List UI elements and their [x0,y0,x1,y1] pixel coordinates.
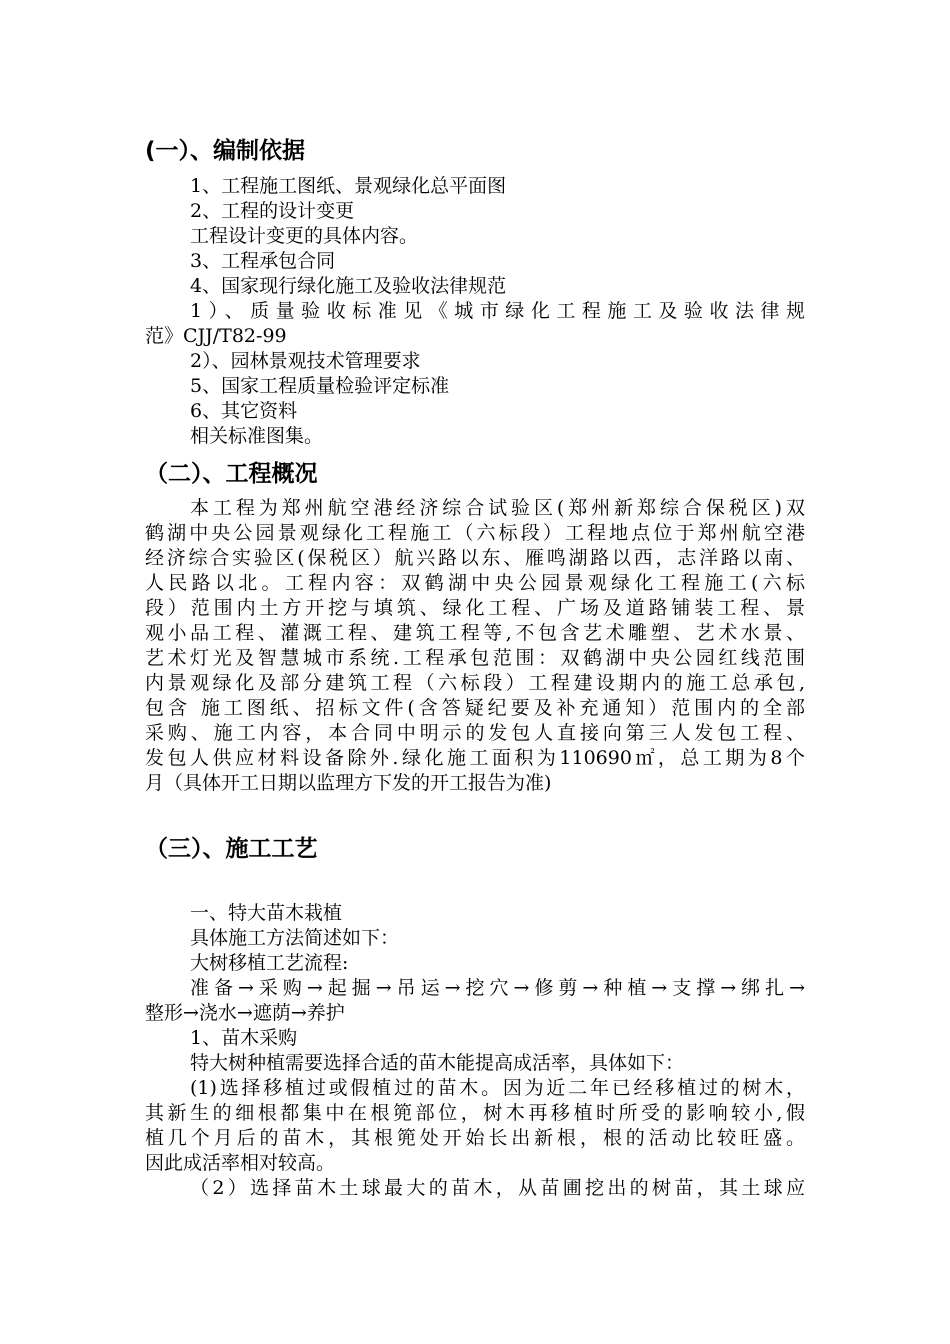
process-line: 其新生的细根都集中在根篼部位，树木再移植时所受的影响较小,假 [145,1102,805,1124]
basis-line: 6、其它资料 [190,400,298,422]
basis-line: 相关标准图集。 [190,425,324,447]
overview-line: 鹤湖中央公园景观绿化工程施工（六标段）工程地点位于郑州航空港 [145,522,805,544]
section-heading-overview: （二）、工程概况 [145,461,318,487]
overview-line: 采购、施工内容，本合同中明示的发包人直接向第三人发包工程、 [145,722,805,744]
overview-line: 人民路以北。工程内容：双鹤湖中央公园景观绿化工程施工(六标 [145,572,805,594]
basis-line: 工程设计变更的具体内容。 [190,225,419,247]
process-line: 因此成活率相对较高。 [145,1152,336,1174]
process-line: 大树移植工艺流程: [190,952,349,974]
overview-line: 包含 施工图纸、招标文件(含答疑纪要及补充通知）范围内的全部 [145,697,805,719]
basis-line: 2、工程的设计变更 [190,200,355,222]
section-heading-process: （三）、施工工艺 [145,836,318,862]
overview-line: 段）范围内土方开挖与填筑、绿化工程、广场及道路铺装工程、景 [145,597,805,619]
basis-line: 范》CJJ/T82-99 [145,325,287,347]
overview-line: 经济综合实验区(保税区）航兴路以东、雁鸣湖路以西，志洋路以南、 [145,547,805,569]
process-line: （2）选择苗木土球最大的苗木，从苗圃挖出的树苗，其土球应 [190,1177,805,1199]
section-heading-basis: (一）、编制依据 [145,138,306,164]
overview-line: 月（具体开工日期以监理方下发的开工报告为准) [145,772,552,794]
basis-line: 3、工程承包合同 [190,250,336,272]
process-flow-line: 整形→浇水→遮荫→养护 [145,1002,345,1024]
basis-line: 1、工程施工图纸、景观绿化总平面图 [190,175,507,197]
overview-line: 发包人供应材料设备除外.绿化施工面积为110690㎡，总工期为8个 [145,747,805,769]
overview-line: 观小品工程、灌溉工程、建筑工程等,不包含艺术雕塑、艺术水景、 [145,622,805,644]
basis-line: 4、国家现行绿化施工及验收法律规范 [190,275,507,297]
basis-line: 2）、园林景观技术管理要求 [190,350,421,372]
overview-line: 内景观绿化及部分建筑工程（六标段）工程建设期内的施工总承包, [145,672,805,694]
overview-line: 本工程为郑州航空港经济综合试验区(郑州新郑综合保税区)双 [190,497,805,519]
basis-line: 1）、质量验收标准见《城市绿化工程施工及验收法律规 [190,300,805,322]
process-line: 具体施工方法简述如下： [190,927,400,949]
process-line: 1、苗木采购 [190,1027,298,1049]
process-line: (1)选择移植过或假植过的苗木。因为近二年已经移植过的树木， [190,1077,805,1099]
basis-line: 5、国家工程质量检验评定标准 [190,375,450,397]
process-flow-line: 准备→采购→起掘→吊运→挖穴→修剪→种植→支撑→绑扎→ [190,977,805,999]
process-line: 一、特大苗木栽植 [190,902,343,924]
overview-line: 艺术灯光及智慧城市系统.工程承包范围：双鹤湖中央公园红线范围 [145,647,805,669]
process-line: 特大树种植需要选择合适的苗木能提高成活率，具体如下： [190,1052,685,1074]
process-line: 植几个月后的苗木，其根篼处开始长出新根，根的活动比较旺盛。 [145,1127,805,1149]
